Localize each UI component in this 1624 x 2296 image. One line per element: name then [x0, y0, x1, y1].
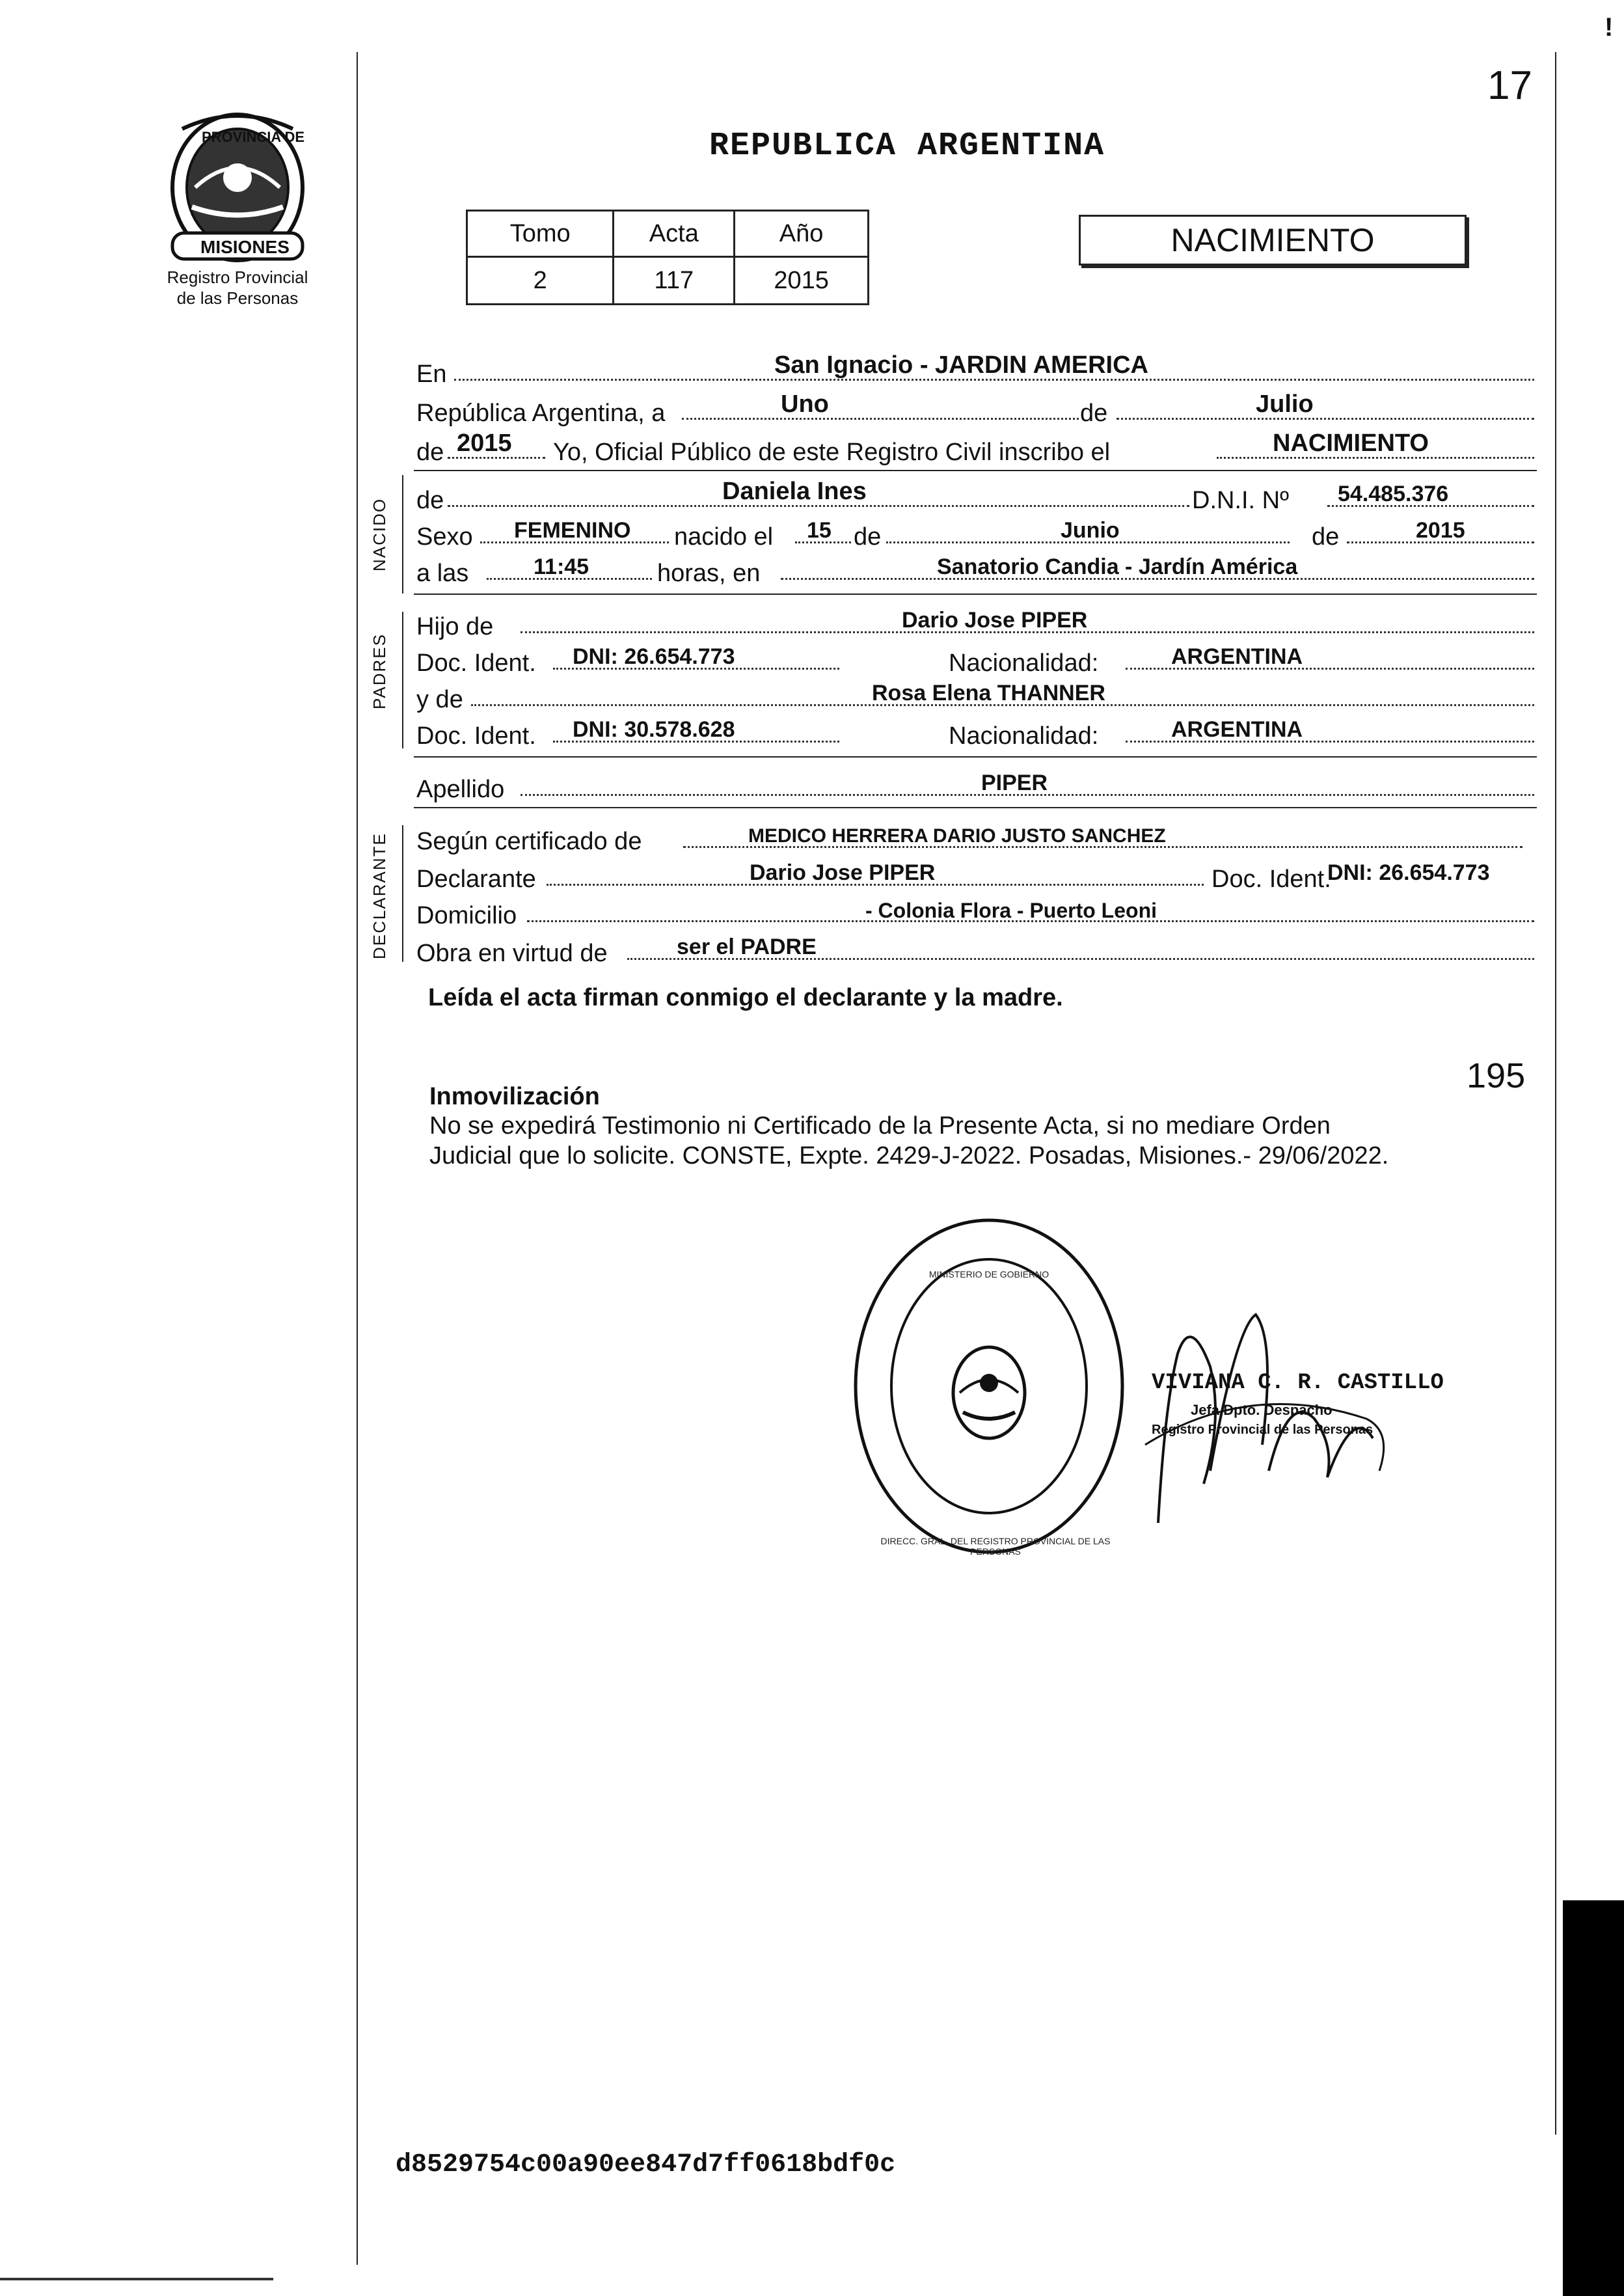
dotted-line [1116, 418, 1534, 420]
declarante-bracket [402, 825, 403, 962]
value-month-registration: Julio [1256, 390, 1314, 418]
label-de: de [1312, 523, 1340, 551]
row-y-de [416, 681, 1536, 715]
inmovilizacion-line1: No se expedirá Testimonio ni Certificado de la Presente Acta, si no mediare Orden [429, 1112, 1331, 1140]
record-value-tomo: 2 [467, 257, 614, 305]
label-domicilio: Domicilio [416, 902, 517, 929]
label-obra: Obra en virtud de [416, 940, 608, 967]
row-en [416, 351, 1536, 389]
row-doc-father [416, 644, 1536, 678]
value-certifying-doctor: MEDICO HERRERA DARIO JUSTO SANCHEZ [748, 825, 1166, 847]
record-table-value-row [467, 257, 869, 305]
nacido-bracket [402, 475, 403, 594]
value-birth-day: 15 [807, 518, 832, 543]
label-republica: República Argentina, a [416, 400, 666, 427]
record-header-anio: Año [735, 211, 869, 257]
value-birth-time: 11:45 [534, 554, 589, 579]
row-de-name [416, 478, 1536, 515]
value-declarant-name: Dario Jose PIPER [750, 860, 936, 885]
page-title: REPUBLICA ARGENTINA [709, 128, 1105, 165]
seal-text-bottom: MISIONES [200, 237, 290, 257]
section-divider [414, 807, 1537, 808]
bottom-left-mark [0, 2278, 273, 2280]
value-surname: PIPER [981, 771, 1048, 795]
record-table-header-row [467, 211, 869, 257]
value-declarant-dni: DNI: 26.654.773 [1327, 860, 1490, 885]
record-table [466, 210, 869, 305]
label-hijo: Hijo de [416, 613, 494, 640]
inmovilizacion-heading: Inmovilización [429, 1083, 600, 1110]
left-margin-line [357, 52, 358, 2265]
label-doc-ident: Doc. Ident. [1211, 866, 1331, 893]
inmovilizacion-line2: Judicial que lo solicite. CONSTE, Expte. 2429-J-2022. Posadas, Misiones.- 29/06/2022. [429, 1142, 1389, 1169]
value-year-registration: 2015 [457, 430, 512, 457]
value-birth-year: 2015 [1416, 518, 1465, 543]
row-declarante [416, 860, 1536, 894]
signatory-title: Jefa Dpto. Despacho [1191, 1402, 1333, 1418]
label-de: de [854, 523, 882, 551]
signatory-office: Registro Provincial de las Personas [1152, 1423, 1374, 1437]
right-margin-line [1555, 52, 1556, 2135]
record-value-anio: 2015 [735, 257, 869, 305]
value-day-registration: Uno [781, 390, 829, 418]
dotted-line [682, 418, 1079, 420]
row-certificado [416, 827, 1536, 856]
row-republica [416, 390, 1536, 428]
section-divider [414, 470, 1537, 471]
label-certificado: Según certificado de [416, 828, 642, 855]
value-father-dni: DNI: 26.654.773 [573, 644, 735, 669]
row-hijo [416, 608, 1536, 642]
record-type-box: NACIMIENTO [1079, 215, 1467, 266]
row-hora [416, 554, 1536, 588]
stamp-outer-text: DIRECC. GRAL. DEL REGISTRO PROVINCIAL DE LAS PERSONAS [880, 1536, 1111, 1557]
official-stamp [846, 1210, 1132, 1562]
value-mother-dni: DNI: 30.578.628 [573, 717, 735, 742]
side-label-padres: PADRES [370, 633, 389, 709]
label-alas: a las [416, 560, 469, 587]
value-child-name: Daniela Ines [722, 478, 867, 505]
value-place-registration: San Ignacio - JARDIN AMERICA [774, 351, 1148, 379]
label-nacido: nacido el [674, 523, 774, 551]
value-birth-place: Sanatorio Candia - Jardín América [937, 554, 1298, 579]
side-label-declarante: DECLARANTE [370, 832, 389, 959]
label-en: En [416, 361, 447, 388]
row-apellido [416, 771, 1536, 804]
signatory-name: VIVIANA C. R. CASTILLO [1152, 1371, 1444, 1395]
row-doc-mother [416, 717, 1536, 751]
label-y-de: y de [416, 686, 463, 713]
stamp-inner-text: MINISTERIO DE GOBIERNO [928, 1269, 1049, 1279]
right-dark-strip [1563, 1900, 1624, 2296]
record-header-acta: Acta [614, 211, 735, 257]
closing-statement: Leída el acta firman conmigo el declarante y la madre. [428, 984, 1063, 1011]
value-mother-name: Rosa Elena THANNER [872, 681, 1105, 705]
label-horas: horas, en [657, 560, 761, 587]
record-header-tomo: Tomo [467, 211, 614, 257]
label-de: de [1080, 400, 1108, 427]
logo-caption-line1: Registro Provincial [167, 267, 308, 287]
label-doc-ident: Doc. Ident. [416, 649, 536, 677]
label-dni: D.N.I. Nº [1192, 487, 1289, 514]
record-value-acta: 117 [614, 257, 735, 305]
label-apellido: Apellido [416, 776, 505, 803]
label-declarante: Declarante [416, 866, 536, 893]
annotation-number: 195 [1467, 1056, 1526, 1095]
value-sex: FEMENINO [514, 518, 631, 543]
value-birth-month: Junio [1061, 518, 1120, 543]
row-obra [416, 935, 1536, 968]
padres-bracket [402, 612, 403, 748]
inmovilizacion-block [429, 1083, 1522, 1171]
label-de: de [416, 487, 444, 514]
value-mother-nationality: ARGENTINA [1171, 717, 1303, 742]
row-anio [416, 430, 1536, 467]
logo-caption-line2: de las Personas [176, 288, 299, 308]
document-hash: d8529754c00a90ee847d7ff0618bdf0c [396, 2150, 896, 2180]
section-divider [414, 594, 1537, 595]
label-oficial: Yo, Oficial Público de este Registro Civil inscribo el [553, 439, 1111, 466]
top-right-mark: ! [1604, 13, 1614, 42]
signature-block [1152, 1371, 1516, 1438]
value-child-dni: 54.485.376 [1338, 482, 1449, 506]
value-father-name: Dario Jose PIPER [902, 608, 1088, 633]
logo-caption [137, 267, 338, 308]
label-nacionalidad: Nacionalidad: [949, 649, 1099, 677]
province-logo [156, 109, 319, 266]
label-doc-ident: Doc. Ident. [416, 722, 536, 750]
value-address: - Colonia Flora - Puerto Leoni [865, 899, 1157, 922]
section-divider [414, 756, 1537, 758]
value-father-nationality: ARGENTINA [1171, 644, 1303, 669]
label-de: de [416, 439, 444, 466]
stamp-seal-icon [846, 1210, 1132, 1562]
row-domicilio [416, 901, 1536, 931]
value-record-type: NACIMIENTO [1273, 430, 1429, 457]
side-label-nacido: NACIDO [370, 497, 389, 571]
page-number: 17 [1487, 63, 1532, 108]
seal-text-top: PROVINCIA DE [202, 129, 305, 145]
row-sexo [416, 518, 1536, 552]
label-sexo: Sexo [416, 523, 473, 551]
label-nacionalidad: Nacionalidad: [949, 722, 1099, 750]
value-acting-as: ser el PADRE [677, 935, 817, 959]
